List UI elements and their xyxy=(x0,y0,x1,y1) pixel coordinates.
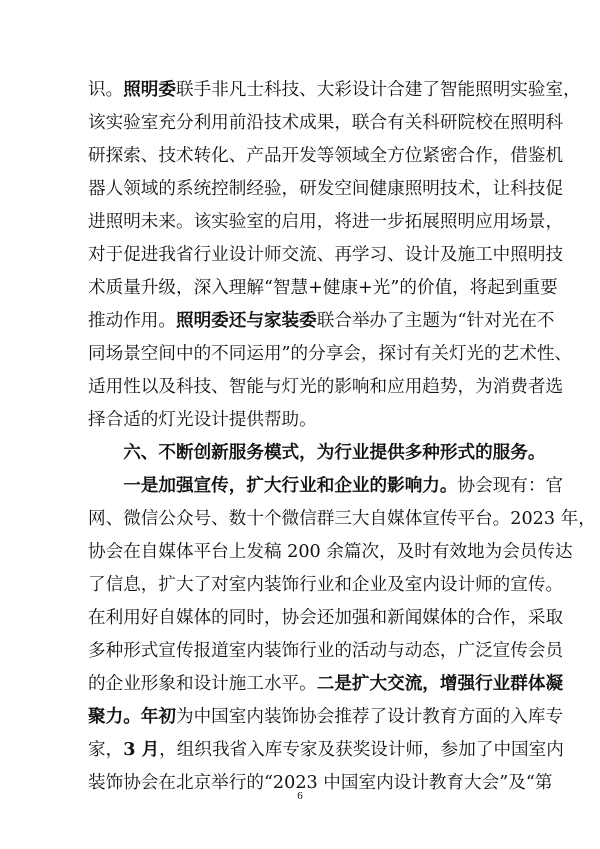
body-line-15: 协会在自媒体平台上发稿 200 余篇次，及时有效地为会员传达 xyxy=(88,542,573,562)
body-line-3: 研探索、技术转化、产品开发等领域全方位紧密合作，借鉴机 xyxy=(88,146,564,166)
body-line-5: 进照明未来。该实验室的启用，将进一步拓展照明应用场景， xyxy=(88,212,564,232)
page-number: 6 xyxy=(297,790,303,802)
body-line-10: 适用性以及科技、智能与灯光的影响和应用趋势，为消费者选 xyxy=(88,377,564,397)
body-line-7: 术质量升级，深入理解“智慧+健康+光”的价值，将起到重要 xyxy=(88,278,558,298)
body-line-13: 一是加强宣传，扩大行业和企业的影响力。协会现有：官 xyxy=(123,475,564,496)
body-line-22: 装饰协会在北京举行的“2023 中国室内设计教育大会”及“第 xyxy=(88,773,553,793)
section-heading: 六、不断创新服务模式，为行业提供多种形式的服务。 xyxy=(88,442,546,463)
body-line-6: 对于促进我省行业设计师交流、再学习、设计及施工中照明技 xyxy=(88,245,564,265)
body-line-8: 推动作用。照明委还与家装委联合举办了主题为“针对光在不 xyxy=(88,310,555,331)
body-line-17: 在利用好自媒体的同时，协会还加强和新闻媒体的合作，采取 xyxy=(88,608,564,628)
body-line-14: 网、微信公众号、数十个微信群三大自媒体宣传平台。2023 年， xyxy=(88,509,596,529)
body-line-9: 同场景空间中的不同运用”的分享会，探讨有关灯光的艺术性、 xyxy=(88,344,573,364)
body-line-2: 该实验室充分利用前沿技术成果，联合有关科研院校在照明科 xyxy=(88,113,564,133)
body-line-16: 了信息，扩大了对室内装饰行业和企业及室内设计师的宣传。 xyxy=(88,575,564,595)
body-line-4: 器人领域的系统控制经验，研发空间健康照明技术，让科技促 xyxy=(88,179,564,199)
body-line-20: 聚力。年初为中国室内装饰协会推荐了设计教育方面的入库专 xyxy=(88,706,564,727)
body-line-18: 多种形式宣传报道室内装饰行业的活动与动态，广泛宣传会员 xyxy=(88,641,564,661)
body-line-21: 家，3 月，组织我省入库专家及获奖设计师，参加了中国室内 xyxy=(88,739,564,760)
body-line-1: 识。照明委联手非凡士科技、大彩设计合建了智能照明实验室， xyxy=(88,79,581,100)
body-line-19: 的企业形象和设计施工水平。二是扩大交流，增强行业群体凝 xyxy=(88,673,564,694)
body-line-11: 择合适的灯光设计提供帮助。 xyxy=(88,410,317,430)
